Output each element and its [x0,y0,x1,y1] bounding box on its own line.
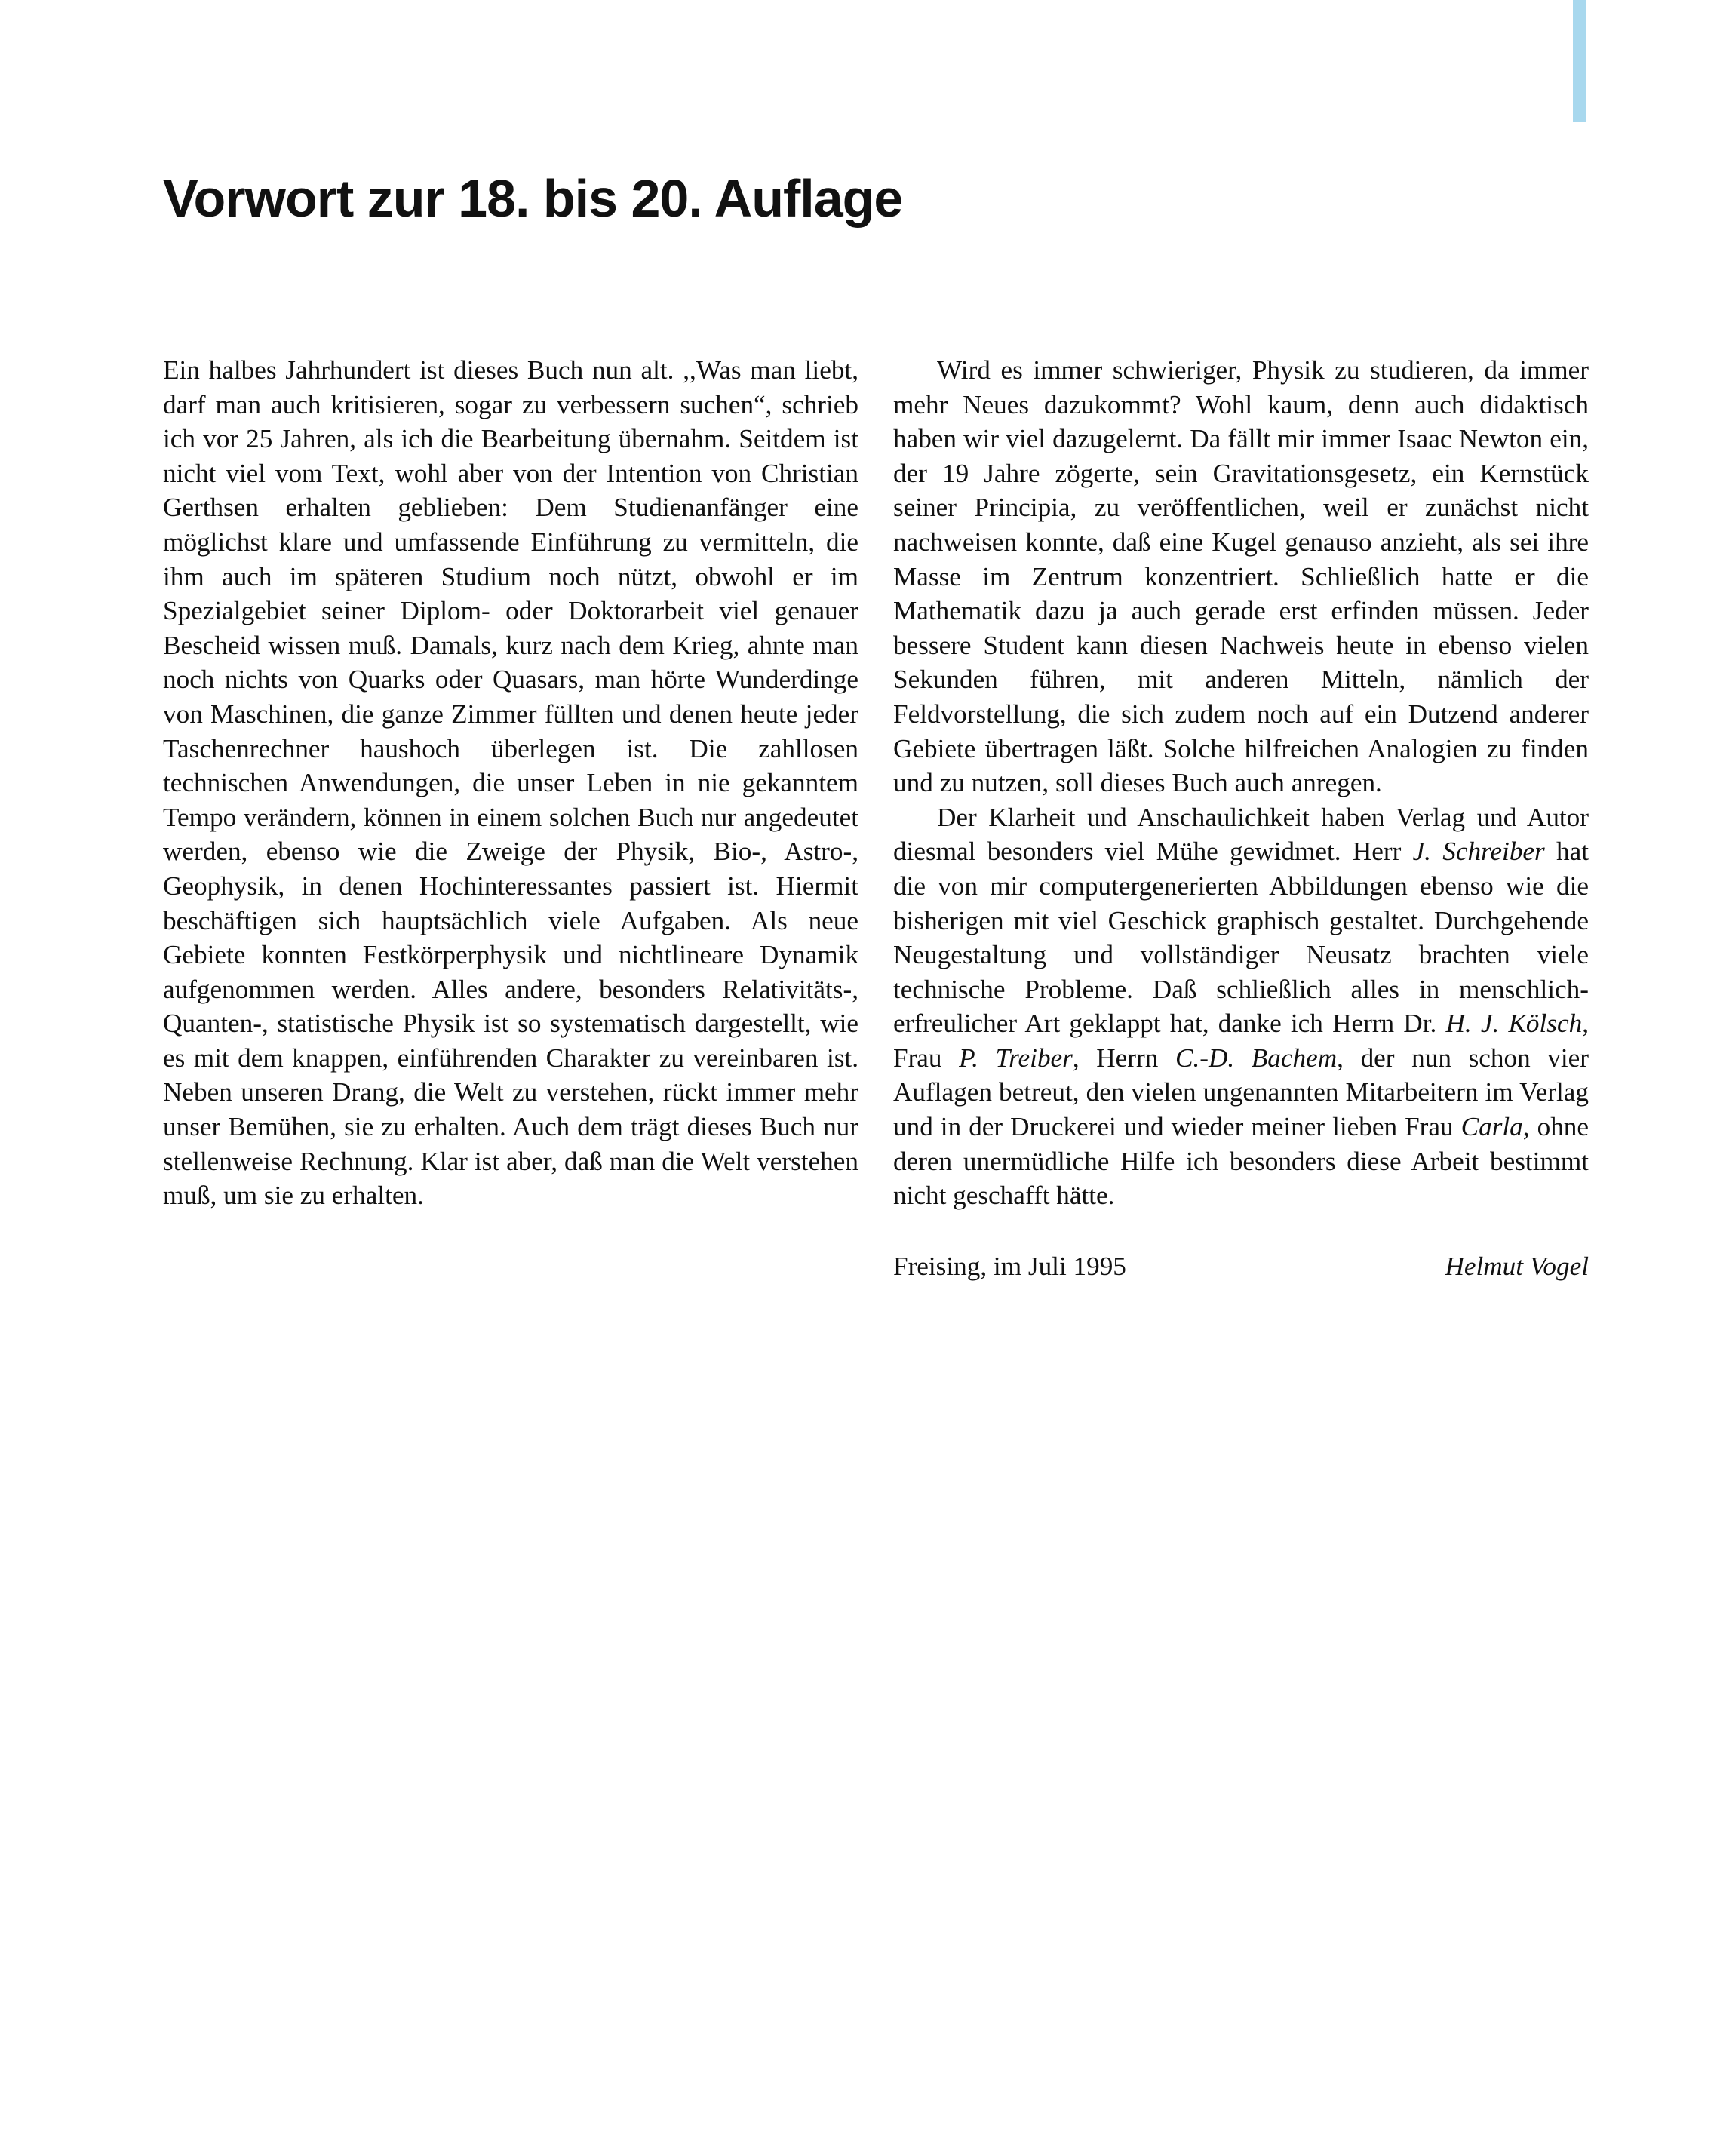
name-schreiber: J. Schreiber [1412,837,1545,867]
text-segment: , der nun schon vier Auflagen betreut, den vielen ungenannten Mitarbeitern im Verlag und in der Druckerei und wieder meiner lieben Frau [893,1043,1589,1142]
paragraph-left-1: Ein halbes Jahrhundert ist dieses Buch nun alt. ,,Was man liebt, darf man auch kritisieren, sogar zu verbessern suchen“, schrieb ich vor 25 Jahren, als ich die Bearbeitung übernahm. Seitdem ist nicht viel vom Text, wohl aber von der Intention von Christian Gerthsen erhalten geblieben: Dem Studienanfänger eine möglichst klare und umfassende Einführung zu vermitteln, die ihm auch im späteren Studium noch nützt, obwohl er im Spezialgebiet seiner Diplom- oder Doktorarbeit viel genauer Bescheid wissen muß. Damals, kurz nach dem Krieg, ahnte man noch nichts von Quarks oder Quasars, man hörte Wunderdinge von Maschinen, die ganze Zimmer füllten und denen heute jeder Taschenrechner haushoch überlegen ist. Die zahllosen technischen Anwendungen, die unser Leben in nie gekanntem Tempo verändern, können in einem solchen Buch nur angedeutet werden, ebenso wie die Zweige der Physik, Bio-, Astro-, Geophysik, in denen Hochinteressantes passiert ist. Hiermit beschäftigen sich hauptsächlich viele Aufgaben. Als neue Gebiete konnten Festkörperphysik und nichtlineare Dynamik aufgenommen werden. Alles andere, besonders Relativitäts-, Quanten-, statistische Physik ist so systematisch dargestellt, wie es mit dem knappen, einführenden Charakter zu vereinbaren ist. Neben unseren Drang, die Welt zu verstehen, rückt immer mehr unser Bemühen, sie zu erhalten. Auch dem trägt dieses Buch nur stellenweise Rechnung. Klar ist aber, daß man die Welt verstehen muß, um sie zu erhalten. [163,355,858,1211]
right-column [893,353,1589,1213]
chapter-tab-marker [1573,0,1586,122]
signature-line [893,1249,1589,1284]
name-treiber: P. Treiber [959,1043,1073,1073]
author-name: Helmut Vogel [1445,1252,1589,1281]
name-carla: Carla [1460,1112,1523,1142]
paragraph-right-1: Wird es immer schwieriger, Physik zu studieren, da immer mehr Neues dazukommt? Wohl kaum, denn auch didaktisch haben wir viel dazugelernt. Da fällt mir immer Isaac Newton ein, der 19 Jahre zögerte, sein Gravitationsgesetz, ein Kernstück seiner Principia, zu veröffentlichen, weil er zunächst nicht nachweisen konnte, daß eine Kugel genauso anzieht, als sei ihre Masse im Zentrum konzentriert. Schließlich hatte er die Mathematik dazu ja auch gerade erst erfinden müssen. Jeder bessere Student kann diesen Nachweis heute in ebenso vielen Sekunden führen, mit anderen Mitteln, nämlich der Feldvorstellung, die sich zudem noch auf ein Dutzend anderer Gebiete übertragen läßt. Solche hilfreichen Analogien zu finden und zu nutzen, soll dieses Buch auch anregen. [893,355,1589,798]
page-title: Vorwort zur 18. bis 20. Auflage [163,169,903,228]
text-segment: , Frau [893,1009,1589,1073]
paragraph-right-2 [893,800,1589,1213]
name-koelsch: H. J. Kölsch [1445,1009,1583,1039]
text-segment: , Herrn [1072,1043,1175,1073]
text-segment: Der Klarheit und Anschaulichkeit haben Verlag und Autor diesmal besonders viel Mühe gewidmet. Herr [893,802,1589,867]
place-date: Freising, im Juli 1995 [893,1252,1126,1281]
name-bachem: C.-D. Bachem [1175,1043,1338,1073]
text-segment: , ohne deren unermüdliche Hilfe ich besonders diese Arbeit bestimmt nicht geschafft hätte. [893,1112,1589,1211]
text-segment: hat die von mir computergenerierten Abbildungen ebenso wie die bisherigen mit viel Geschick graphisch gestaltet. Durchgehende Neugestaltung und vollständiger Neusatz brachten viele technische Probleme. Daß schließlich alles in menschlich-erfreulicher Art geklappt hat, danke ich Herrn Dr. [893,837,1589,1039]
left-column [163,353,858,1213]
